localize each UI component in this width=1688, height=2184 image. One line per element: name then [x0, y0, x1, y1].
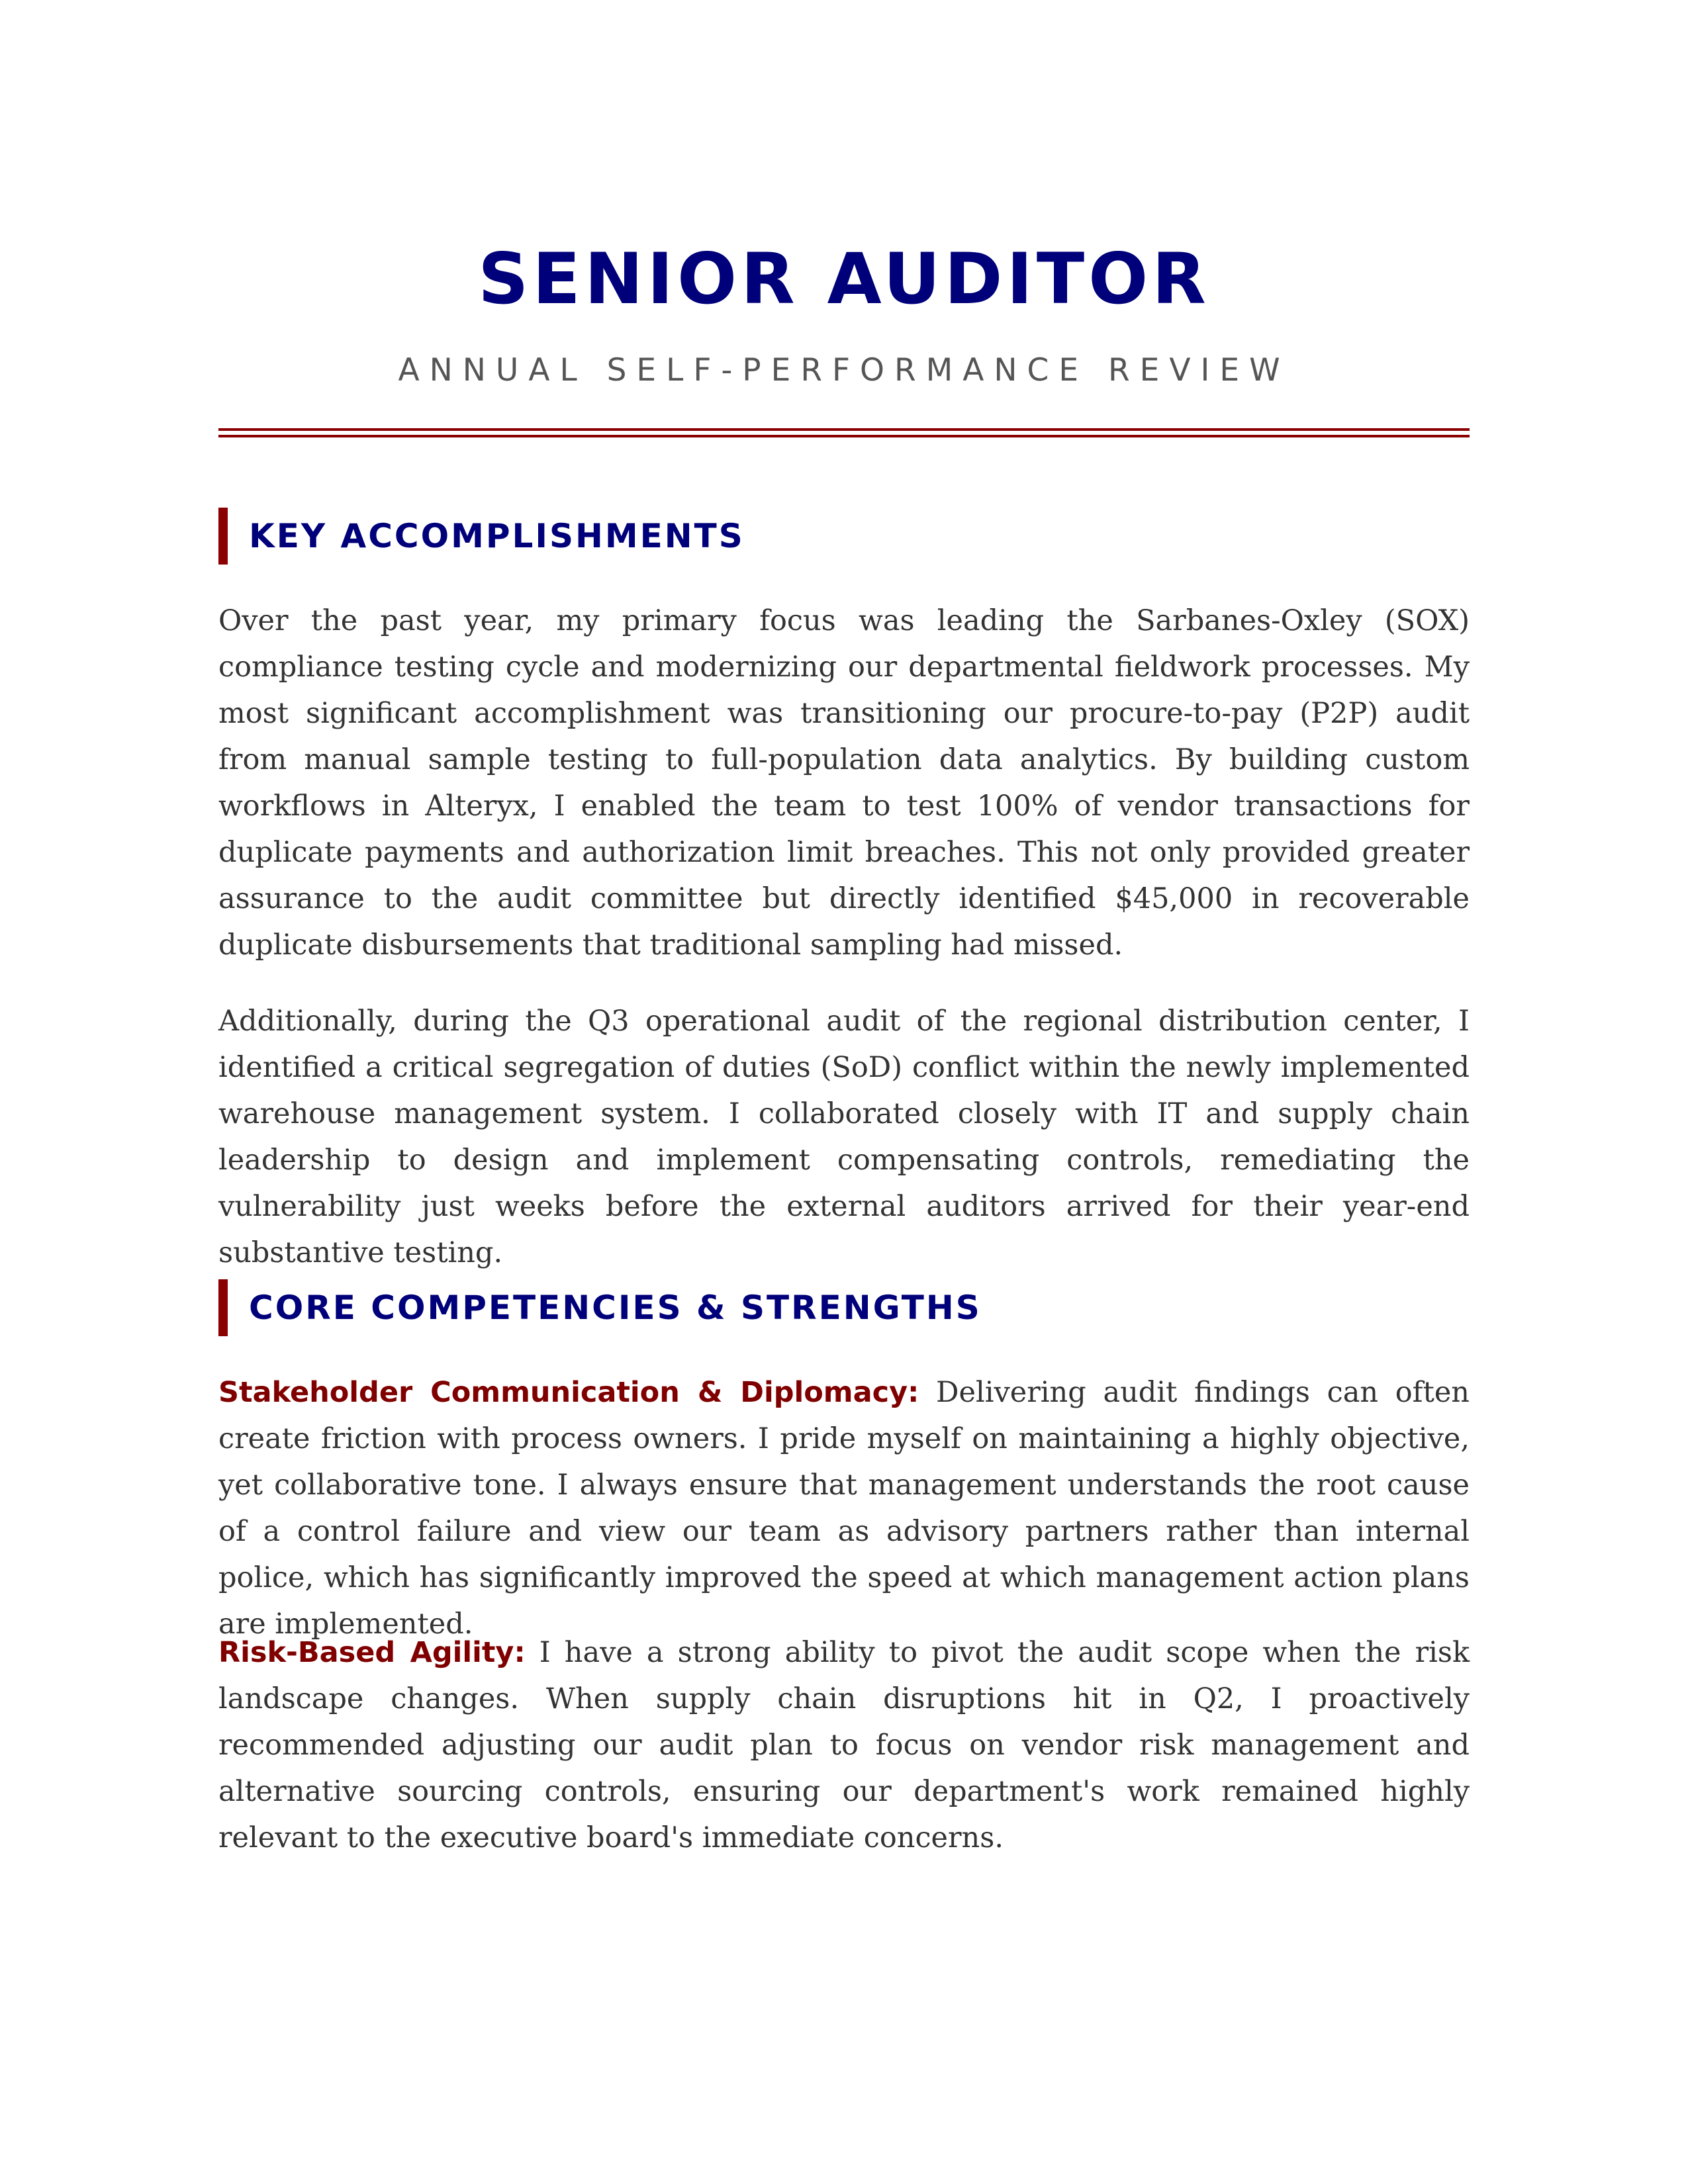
- document-subtitle: ANNUAL SELF-PERFORMANCE REVIEW: [398, 352, 1290, 388]
- section-heading-core-competencies: [218, 1279, 1470, 1336]
- section-heading-key-accomplishments: [218, 508, 1470, 565]
- accomplishments-paragraph-1: Over the past year, my primary focus was leading the Sarbanes-Oxley (SOX) compliance testing cycle and modernizing our departmental fieldwork processes. My most significant accomplishment was transitioning our procure-to-pay (P2P) audit from manual sample testing to full-population data analytics. By building custom workflows in Alteryx, I enabled the team to test 100% of vendor transactions for duplicate payments and authorization limit breaches. This not only provided greater assurance to the audit committee but directly identified $45,000 in recoverable duplicate disbursements that traditional sampling had missed.: [218, 604, 1470, 962]
- competency-lead: Stakeholder Communication & Diplomacy:: [218, 1376, 919, 1409]
- header-divider: [218, 428, 1470, 437]
- accomplishments-paragraph-2: Additionally, during the Q3 operational audit of the regional distribution center, I identified a critical segregation of duties (SoD) conflict within the newly implemented warehouse management system. I collaborated closely with IT and supply chain leadership to design and implement compensating controls, remediating the vulnerability just weeks before the external auditors arrived for their year-end substantive testing.: [218, 1005, 1470, 1269]
- section-heading-label: KEY ACCOMPLISHMENTS: [249, 517, 745, 555]
- competency-text: I have a strong ability to pivot the audit scope when the risk landscape changes. When supply chain disruptions hit in Q2, I proactively recommended adjusting our audit plan to focus on vendor risk management and alternative sourcing controls, ensuring our department's work remained highly relevant to the executive board's immediate concerns.: [218, 1636, 1470, 1854]
- competency-item-risk-based-agility: [218, 1629, 1470, 1861]
- competency-lead: Risk-Based Agility:: [218, 1636, 526, 1669]
- section-accent-bar: [218, 508, 228, 565]
- section-accent-bar: [218, 1279, 228, 1336]
- section-heading-label: CORE COMPETENCIES & STRENGTHS: [249, 1289, 982, 1327]
- document-title: SENIOR AUDITOR: [478, 238, 1210, 320]
- competency-text: Delivering audit findings can often create friction with process owners. I pride myself on maintaining a highly objective, yet collaborative tone. I always ensure that management understands the root cause of a control failure and view our team as advisory partners rather than internal police, which has significantly improved the speed at which management action plans are implemented.: [218, 1376, 1470, 1641]
- competency-item-stakeholder-communication: [218, 1369, 1470, 1647]
